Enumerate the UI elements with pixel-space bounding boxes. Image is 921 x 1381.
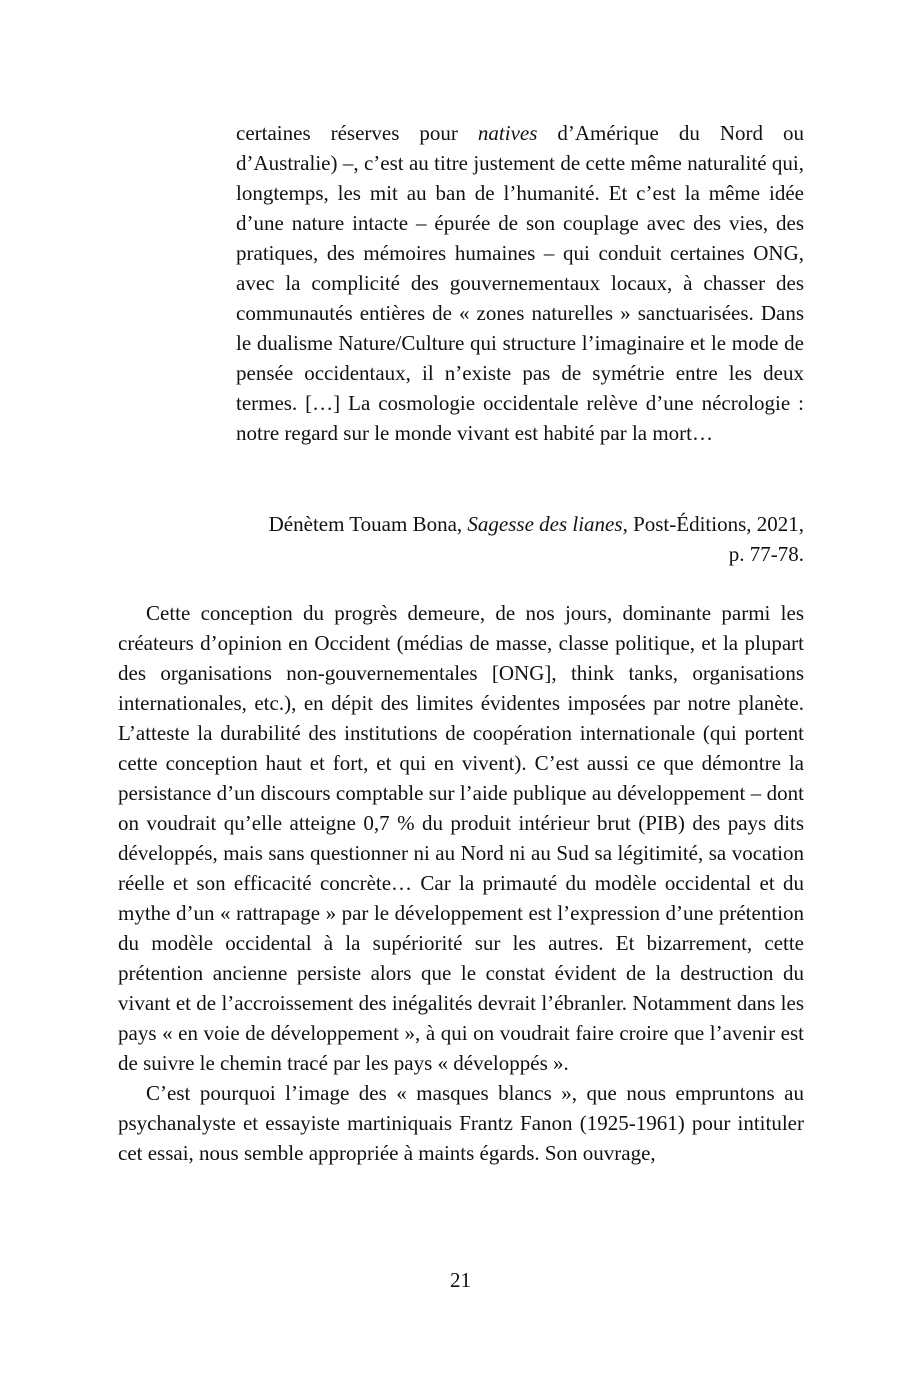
quote-citation [236, 509, 804, 569]
block-quote [236, 118, 804, 448]
citation-pages: p. 77-78. [728, 542, 804, 566]
main-text [118, 598, 804, 1168]
citation-line-1 [236, 509, 804, 539]
citation-author: Dénètem Touam Bona, [268, 512, 468, 536]
body-paragraph-2: C’est pourquoi l’image des « masques blancs », que nous empruntons au psychanalyste et essayiste martiniquais Frantz Fanon (1925-1961) pour intituler cet essai, nous semble appropriée à maints égards. Son ouvrage, [118, 1081, 804, 1165]
citation-publisher: , Post-Éditions, 2021, [622, 512, 804, 536]
citation-book-title: Sagesse des lianes [467, 512, 623, 536]
quote-italic-word: natives [477, 121, 538, 145]
quote-paragraph [236, 118, 804, 448]
body-paragraph-1: Cette conception du progrès demeure, de nos jours, dominante parmi les créateurs d’opinion en Occident (médias de masse, classe politique, et la plupart des organisations non-gouvernementales [ONG], think tanks, organisations internationales, etc.), en dépit des limites évidentes imposées par notre planète. L’atteste la durabilité des institutions de coopération internationale (qui portent cette conception haut et fort, et qui en vivent). C’est aussi ce que démontre la persistance d’un discours comptable sur l’aide publique au développement – dont on voudrait qu’elle atteigne 0,7 % du produit intérieur brut (PIB) des pays dits développés, mais sans questionner ni au Nord ni au Sud sa légitimité, sa vocation réelle et son efficacité concrète… Car la primauté du modèle occidental et du mythe d’un « rattrapage » par le développement est l’expression d’une prétention du modèle occidental à la supériorité sur les autres. Et bizarrement, cette prétention ancienne persiste alors que le constat évident de la destruction du vivant et de l’accroissement des inégalités devrait l’ébranler. Notamment dans les pays « en voie de développement », à qui on voudrait faire croire que l’avenir est de suivre le chemin tracé par les pays « développés ». [118, 601, 804, 1075]
quote-text-rest: d’Amérique du Nord ou d’Australie) –, c’est au titre justement de cette même naturalité qui, longtemps, les mit au ban de l’humanité. Et c’est la même idée d’une nature intacte – épurée de son couplage avec des vies, des pratiques, des mémoires humaines – qui conduit certaines ONG, avec la complicité des gouvernementaux locaux, à chasser des communautés entières de « zones naturelles » sanctuarisées. Dans le dualisme Nature/Culture qui structure l’imaginaire et le mode de pensée occidentaux, il n’existe pas de symétrie entre les deux termes. […] La cosmologie occidentale relève d’une nécrologie : notre regard sur le monde vivant est habité par la mort… [236, 121, 805, 445]
page-number: 21 [450, 1268, 471, 1292]
quote-text-start: certaines réserves pour [236, 121, 478, 145]
